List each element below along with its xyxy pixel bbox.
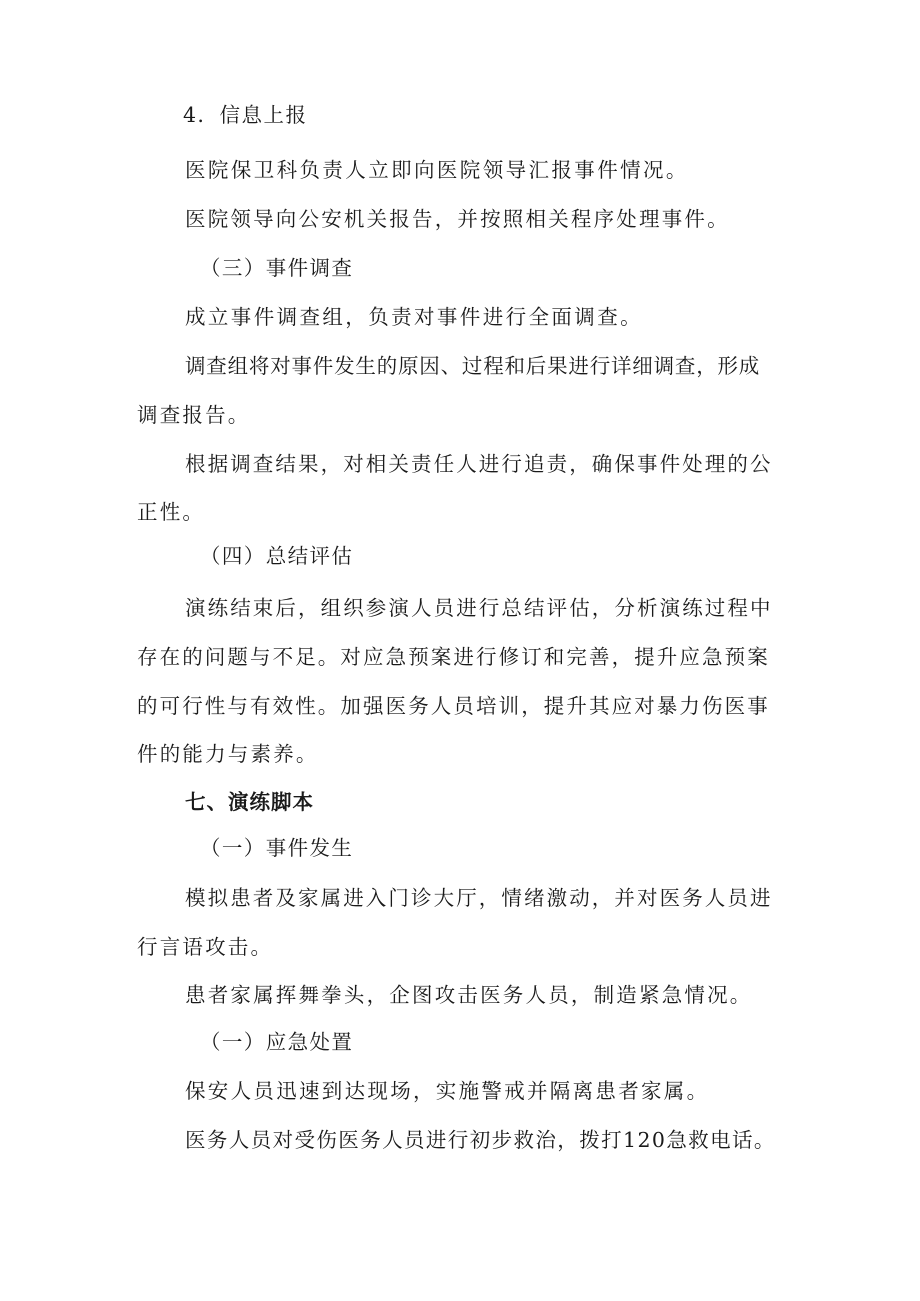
paragraph-line: 件的能力与素养。 bbox=[137, 742, 319, 766]
paragraph-line: 医院领导向公安机关报告，并按照相关程序处理事件。 bbox=[185, 207, 730, 231]
subsection-heading-info-report: 4．信息上报 bbox=[183, 103, 308, 127]
paragraph-line: 医院保卫科负责人立即向医院领导汇报事件情况。 bbox=[185, 158, 689, 182]
paragraph-line: 调查报告。 bbox=[137, 403, 251, 427]
paragraph-line: 成立事件调查组，负责对事件进行全面调查。 bbox=[185, 305, 643, 329]
paragraph-line: 患者家属挥舞拳头，企图攻击医务人员，制造紧急情况。 bbox=[185, 983, 753, 1007]
paragraph-line: 保安人员迅速到达现场，实施警戒并隔离患者家属。 bbox=[185, 1079, 710, 1103]
section-heading-emergency-response: （一）应急处置 bbox=[200, 1030, 354, 1054]
section-heading-incident-occurrence: （一）事件发生 bbox=[200, 836, 354, 860]
chapter-heading-drill-script: 七、演练脚本 bbox=[185, 790, 314, 814]
paragraph-line: 正性。 bbox=[137, 500, 206, 524]
paragraph-line: 行言语攻击。 bbox=[137, 935, 274, 959]
paragraph-line: 存在的问题与不足。对应急预案进行修订和完善，提升应急预案 bbox=[137, 645, 770, 669]
paragraph-line: 医务人员对受伤医务人员进行初步救治，拨打120急救电话。 bbox=[185, 1128, 776, 1152]
section-heading-summary-evaluation: （四）总结评估 bbox=[200, 544, 354, 568]
paragraph-line: 调查组将对事件发生的原因、过程和后果进行详细调查，形成 bbox=[185, 354, 761, 378]
paragraph-line: 的可行性与有效性。加强医务人员培训，提升其应对暴力伤医事 bbox=[137, 694, 770, 718]
paragraph-line: 演练结束后，组织参演人员进行总结评估，分析演练过程中 bbox=[185, 596, 773, 620]
section-heading-incident-investigation: （三）事件调查 bbox=[200, 256, 354, 280]
paragraph-line: 模拟患者及家属进入门诊大厅，情绪激动，并对医务人员进 bbox=[185, 886, 773, 910]
paragraph-line: 根据调查结果，对相关责任人进行追责，确保事件处理的公 bbox=[185, 452, 773, 476]
